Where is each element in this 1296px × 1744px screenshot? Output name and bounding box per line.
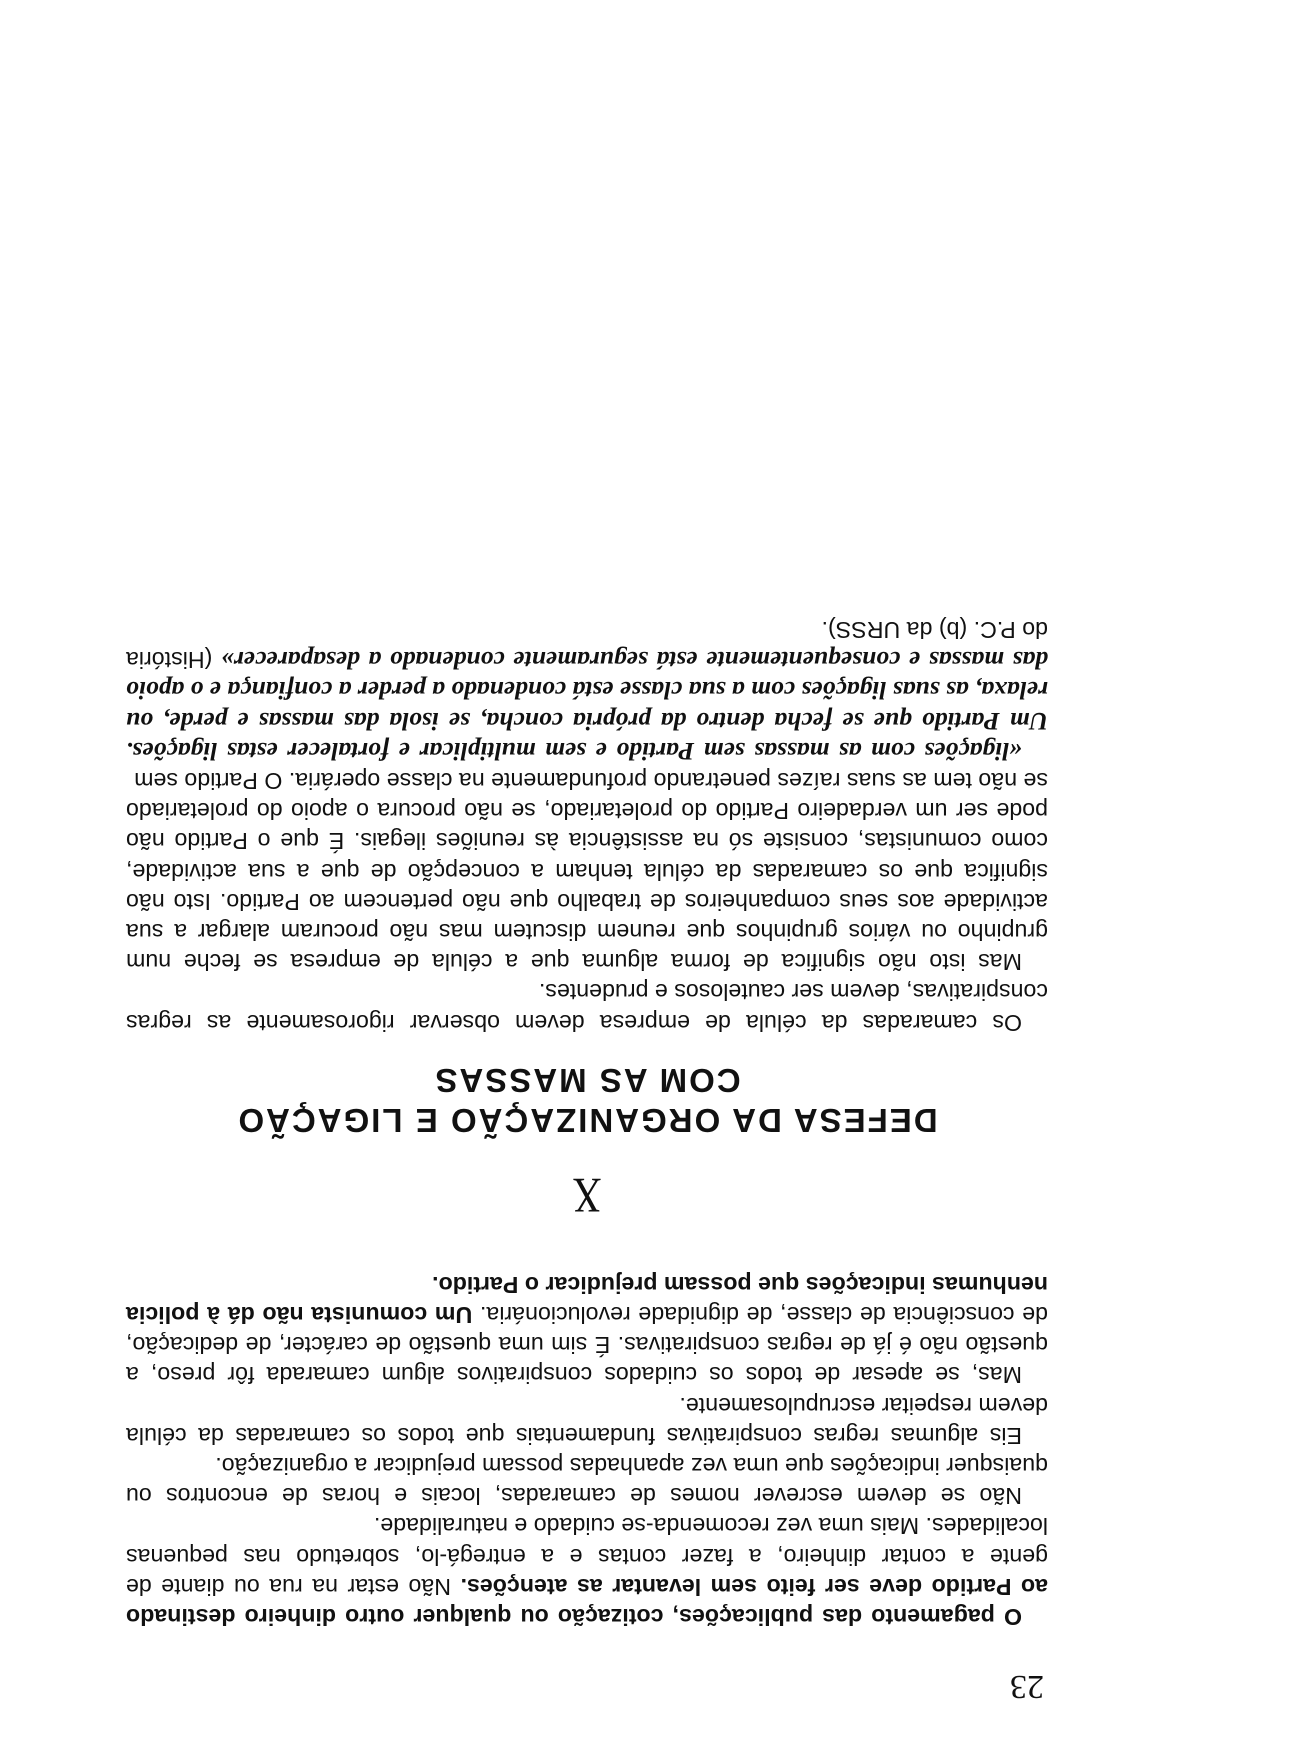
paragraph-arrest-bold: Um comunista não dá à policia nenhumas indicações que possam prejudicar o Partido.: [126, 1271, 1048, 1328]
page-number: 23: [1010, 1668, 1044, 1705]
paragraph-payment-bold: O pagamento das publicações, cotização ou qualquer outro dinheiro destinado ao Partido deve ser feito sem levantar as atenções.: [126, 1573, 1048, 1630]
paragraph-rules: Eis algumas regras conspirativas fundamentais que todos os camaradas da célula devem respeitar escrupulosamente.: [126, 1392, 1048, 1449]
chapter-title: [126, 1060, 1048, 1140]
quote-text: «ligações com as massas sem Partido e sem multiplicar e fortalecer estas ligações. Um Partido que se fecha dentro da própria concha, se isola das massas e perde, ou relaxa, as suas ligações com a sua classe está condenado a perder a confiança e o apoio das massas e consequentemente está seguramente condenado a desaparecer»: [126, 646, 1048, 766]
page-content: [126, 615, 1048, 1716]
paragraph-arrest-text: Mas, se apesar de todos os cuidados conspirativos algum camarada fôr preso, a questão não é já de regras conspirativas. É sim uma questão de carácter, de dedicação, de consciência de classe, de dignidade revolucionária.: [126, 1301, 1048, 1389]
paragraph-cell: Mas isto não significa de forma alguma que a célula de empresa se feche num grupinho ou vários grupinhos que reunem discutem mas não procuram alargar a sua actividade aos seus companheiros de trabalho que não pertencem ao Partido. Isto não significa que os camaradas da célula tenham a concepção de que a sua actividade, como comunistas, consiste só na assistência às reuniões ilegais. É que o Partido não pode ser um verdadeiro Partido do proletariado, se não procura o apoio do proletariado se não tem as suas raízes penetrando profundamente na classe operária. O Partido sem: [126, 767, 1048, 976]
paragraph-names: Não se devem escrever nomes de camaradas, locais e horas de encontros ou quaisquer indicações que uma vez apanhadas possam prejudicar a organização.: [126, 1452, 1048, 1510]
quote-block: [126, 615, 1048, 766]
paragraph-arrest: [126, 1270, 1048, 1391]
chapter-title-line-1: DEFESA DA ORGANIZAÇÃO E LIGAÇÃO: [236, 1101, 938, 1139]
paragraph-cautious: Os camaradas da célula de empresa devem observar rigorosamente as regras conspirativas, devem ser cautelosos e prudentes.: [126, 979, 1048, 1036]
paragraph-payment: [126, 1511, 1048, 1632]
chapter-title-line-2: COM AS MASSAS: [433, 1061, 741, 1099]
paragraph-payment-text: Não estar na rua ou diante de gente a contar dinheiro, a fazer contas e a entregá-lo, sobretudo nas pequenas localidades. Mais uma vez recomenda-se cuidado e naturalidade.: [126, 1513, 1048, 1600]
quote-source: (História do P.C. (b) da URSS).: [126, 616, 1048, 674]
chapter-number: X: [572, 1167, 602, 1224]
